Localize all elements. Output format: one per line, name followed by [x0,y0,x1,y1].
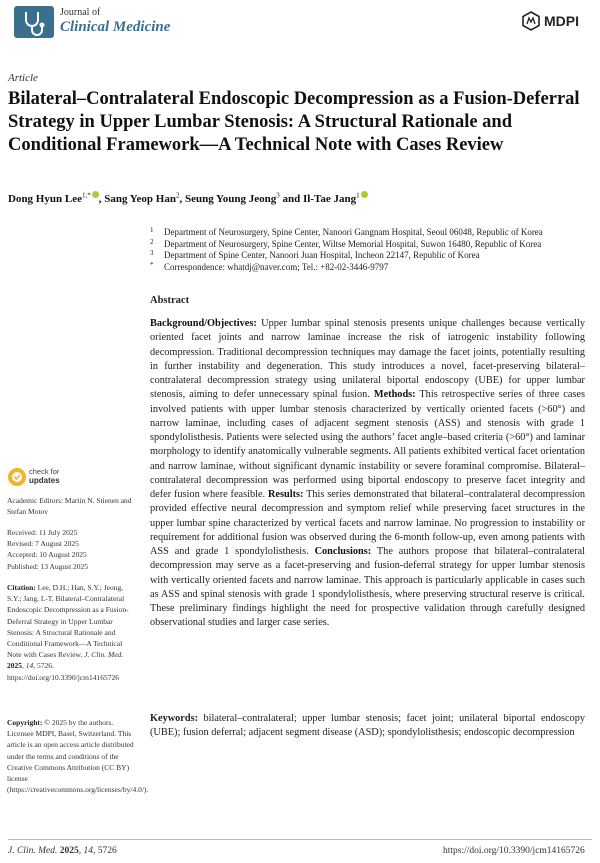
citation-label: Citation: [7,583,36,592]
check-for-updates-button[interactable] [7,466,67,490]
footer-doi-link[interactable]: https://doi.org/10.3390/jcm14165726 [443,846,585,856]
editors-names: Martin N. Stienen and Stefan Motov [7,496,132,517]
abstract-section-label: Conclusions: [314,546,372,557]
citation-text: Lee, D.H.; Han, S.Y.; Jeong, S.Y.; Jang, I.-T. Bilateral–Contralateral Endoscopic Decompression as a Fusion-Deferral Strategy in Upper Lumbar Stenosis: A Structural Rationale and Conditional Framework—A Technical Note with Cases Review. [7,583,129,660]
mdpi-wordmark: MDPI [544,13,579,29]
publication-dates [7,527,135,572]
abstract-body [150,317,585,631]
citation-volume: , 14, [22,661,36,671]
footer-volume: 14 [83,846,93,856]
affiliation-text: Department of Spine Center, Nanoori Juan Hospital, Incheon 22147, Republic of Korea [164,250,480,260]
orcid-icon[interactable] [92,191,99,198]
affiliation-item [150,262,590,274]
affiliation-item [150,227,590,239]
citation-journal: J. Clin. Med. [84,650,124,660]
author-name[interactable]: Sang Yeop Han [104,193,176,205]
date-line: Revised: 7 August 2025 [7,539,79,549]
author-separator: and [279,193,303,205]
author-name[interactable]: Seung Young Jeong [184,193,277,205]
stethoscope-logo-icon [14,6,54,38]
keywords-label: Keywords: [150,713,199,724]
editors-label: Academic Editors: [7,496,64,505]
citation [7,582,135,683]
keywords-text: bilateral–contralateral; upper lumbar stenosis; facet joint; unilateral biportal endoscopy (UBE); fusion deferral; adjacent segment disease (ASD); spondylolisthesis; endoscopic decompression [150,713,585,739]
journal-title [60,7,170,36]
copyright-text: © 2025 by the authors. Licensee MDPI, Basel, Switzerland. This article is an open access article distributed under the terms and conditions of the Creative Commons Attribution (CC BY) license (https://creativecommons.org/licenses/by/4.0/). [7,718,149,795]
copyright-label: Copyright: [7,718,43,727]
check-for-updates-icon [7,467,27,487]
footer-article-number: 5726 [97,846,117,856]
affiliation-item [150,239,590,251]
check-line1: check for [29,467,60,476]
author-separator: , [179,193,185,205]
article-type: Article [8,72,38,84]
keywords [150,712,585,741]
date-line: Received: 11 July 2025 [7,528,78,537]
citation-year: 2025 [7,661,22,671]
orcid-icon[interactable] [361,191,368,198]
author-list [8,191,368,205]
footer-divider [8,839,592,840]
article-title: Bilateral–Contralateral Endoscopic Decompression as a Fusion-Deferral Strategy in Upper Lumbar Stenosis: A Structural Rationale and Conditional Framework—A Technical Note with Cases Review [8,89,580,155]
affiliation-text: Department of Neurosurgery, Spine Center, Nanoori Gangnam Hospital, Seoul 06048, Republic of Korea [164,227,543,237]
abstract-section-text: Upper lumbar spinal stenosis presents unique challenges because vertically oriented facet joints and narrow laminae increase the risk of iatrogenic instability following decompression. Traditional decompression techniques may damage the facet joints, potentially resulting in further instability and degeneration. This study introduces a novel, facet-preserving bilateral–contralateral decompression strategy using unilateral biportal endoscopy (UBE) for upper lumbar stenosis, aiming to defer unnecessary spinal fusion. [150,318,585,401]
mdpi-logo-icon [520,10,592,32]
academic-editors [7,495,135,517]
check-line2: updates [29,476,60,485]
abstract-section-text: This retrospective series of three cases involved patients with upper lumbar stenosis characterized by vertically oriented facets (>60°) and narrow laminae, including cases of adjacent segment stenosis (ASS) and stenosis with grade 1 spondylolisthesis. Patients were selected using the authors’ facet angle–based criteria (>60°) and laminar morphology to identify anatomically vulnerable segments. All patients exhibited vertical facet orientation and narrow laminae, without significant dynamic instability or severe foraminal compromise. Bilateral–contralateral decompression was performed using biportal endoscopy to preserve facet integrity and defer fusion where feasible. [150,389,585,500]
affiliation-number: 1 [150,226,154,234]
abstract-section-text: This series demonstrated that bilateral–contralateral decompression provided effective neural decompression and symptom relief while preserving facet structures in the upper lumbar spine characterized by vertical facets and narrow laminae. No progression to instability or requirement for additional fusion was observed during the 6-month follow-up, even among patients with ASS and grade 1 spondylolisthesis. [150,489,585,557]
abstract-section-label: Background/Objectives: [150,318,257,329]
author-affiliation-mark: 1 [356,191,360,200]
author-affiliation-mark: 2 [175,191,180,200]
journal-name: Clinical Medicine [60,19,171,35]
abstract-section-text: The authors propose that bilateral–contralateral decompression may serve as a facet-preserving and fusion-deferral strategy for upper lumbar stenosis with vertically oriented facets and narrow laminae. This approach is particularly applicable in cases such as ASS and spinal stenosis with grade 1 spondylolisthesis, where preserving structural reserve is critical. These preliminary findings highlight the need for prospective validation through carefully designed observational studies and larger case series. [150,546,585,629]
author-affiliation-mark: 1,* [81,191,91,200]
journal-of: Journal of [60,7,101,18]
footer-citation: J. Clin. Med. 2025, 14, 5726 [8,846,117,856]
date-line: Published: 13 August 2025 [7,561,89,571]
affiliation-text: Department of Neurosurgery, Spine Center, Wiltse Memorial Hospital, Suwon 16480, Republic of Korea [164,238,542,249]
affiliation-number: * [150,260,154,269]
author-name[interactable]: Dong Hyun Lee [8,193,82,205]
author-separator: , [98,193,105,205]
author-affiliation-mark: 3 [276,191,280,200]
abstract-section-label: Methods: [373,389,416,401]
abstract-heading: Abstract [150,295,190,306]
abstract-section-label: Results: [267,489,304,500]
affiliation-number: 3 [150,249,154,257]
citation-doi[interactable]: 5726. https://doi.org/10.3390/jcm14165726 [7,661,119,682]
date-line: Accepted: 10 August 2025 [7,550,87,560]
author-name[interactable]: Il-Tae Jang [303,193,357,205]
affiliation-number: 2 [150,237,154,246]
footer-year: 2025 [59,846,79,856]
affiliations [150,227,590,273]
affiliation-text[interactable]: Correspondence: whatdj@naver.com; Tel.: +82-02-3446-9797 [164,261,389,272]
affiliation-item [150,250,590,262]
footer-journal: J. Clin. Med. [8,846,58,856]
copyright [7,717,149,795]
